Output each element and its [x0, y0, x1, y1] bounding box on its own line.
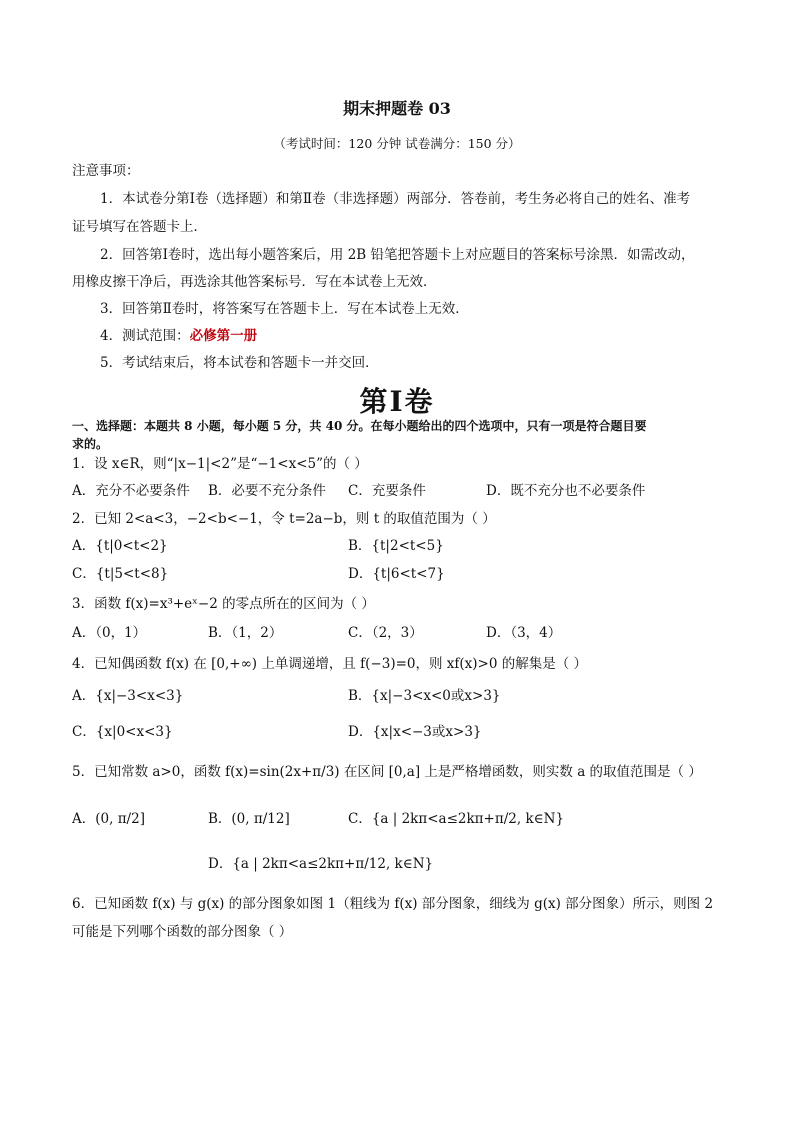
test-scope: 必修第一册 [189, 328, 258, 344]
question-3-option-a: A．（0，1） [72, 625, 147, 641]
question-3-option-d: D．（3，4） [486, 625, 562, 641]
question-2-stem: 2．已知 2<a<3，−2<b<−1，令 t=2a−b，则 t 的取值范围为（ ） [72, 511, 496, 527]
section-title: 第Ⅰ卷 [359, 385, 435, 418]
question-5-option-b: B．(0, π/12] [208, 811, 290, 827]
question-4-stem: 4．已知偶函数 f(x) 在 [0,+∞) 上单调递增，且 f(−3)=0，则 xf(x)>0 的解集是（ ） [72, 656, 588, 672]
question-5-stem: 5．已知常数 a>0，函数 f(x)=sin(2x+π/3) 在区间 [0,a] 上是严格增函数，则实数 a 的取值范围是（ ） [72, 764, 702, 780]
exam-title: 期末押题卷 03 [343, 99, 451, 118]
question-5-option-d: D．{a | 2kπ<a≤2kπ+π/12, k∈N} [208, 856, 434, 872]
section-intro-line-1: 一、选择题：本题共 8 小题，每小题 5 分，共 40 分。在每小题给出的四个选项中，只有一项是符合题目要 [72, 419, 647, 433]
question-5-option-a: A．(0, π/2] [72, 811, 145, 827]
question-3-option-c: C．（2，3） [348, 625, 423, 641]
exam-subtitle: （考试时间：120 分钟 试卷满分：150 分） [273, 136, 521, 151]
question-4-option-d: D．{x|x<−3或x>3} [348, 724, 482, 740]
question-1-stem: 1．设 x∈R，则“|x−1|<2”是“−1<x<5”的（ ） [72, 456, 368, 472]
question-2-option-d: D．{t|6<t<7} [348, 566, 445, 582]
question-1-option-b: B．必要不充分条件 [208, 483, 326, 499]
question-4-option-b: B．{x|−3<x<0或x>3} [348, 688, 501, 704]
question-5-option-c: C．{a | 2kπ<a≤2kπ+π/2, k∈N} [348, 811, 565, 827]
question-2-option-a: A．{t|0<t<2} [72, 538, 168, 554]
question-3-stem: 3．函数 f(x)=x³+eˣ−2 的零点所在的区间为（ ） [72, 596, 375, 612]
question-2-option-b: B．{t|2<t<5} [348, 538, 444, 554]
section-intro-line-2: 求的。 [72, 437, 109, 451]
question-3-option-b: B．（1，2） [208, 625, 283, 641]
question-4-option-a: A．{x|−3<x<3} [72, 688, 184, 704]
notice-item-1-line-1: 1．本试卷分第Ⅰ卷（选择题）和第Ⅱ卷（非选择题）两部分．答卷前，考生务必将自己的姓名、准考 [100, 191, 691, 207]
notice-item-1-line-2: 证号填写在答题卡上． [72, 219, 207, 235]
question-6-stem-line-2: 可能是下列哪个函数的部分图象（ ） [72, 924, 293, 940]
question-1-option-a: A．充分不必要条件 [72, 483, 190, 499]
question-6-stem-line-1: 6．已知函数 f(x) 与 g(x) 的部分图象如图 1（粗线为 f(x) 部分图象，细线为 g(x) 部分图象）所示，则图 2 [72, 896, 714, 912]
notice-item-3: 3．回答第Ⅱ卷时，将答案写在答题卡上．写在本试卷上无效． [100, 301, 469, 317]
notice-item-2-line-2: 用橡皮擦干净后，再选涂其他答案标号．写在本试卷上无效． [72, 274, 437, 290]
question-4-option-c: C．{x|0<x<3} [72, 724, 173, 740]
notice-heading: 注意事项： [72, 163, 140, 179]
notice-item-4-prefix: 4．测试范围： [100, 328, 190, 344]
notice-item-5: 5．考试结束后，将本试卷和答题卡一并交回． [100, 355, 379, 371]
question-1-option-d: D．既不充分也不必要条件 [486, 483, 646, 499]
question-2-option-c: C．{t|5<t<8} [72, 566, 169, 582]
question-1-option-c: C．充要条件 [348, 483, 426, 499]
notice-item-2-line-1: 2．回答第Ⅰ卷时，选出每小题答案后，用 2B 铅笔把答题卡上对应题目的答案标号涂黑．如需改动， [100, 247, 695, 263]
notice-item-4 [100, 326, 257, 346]
